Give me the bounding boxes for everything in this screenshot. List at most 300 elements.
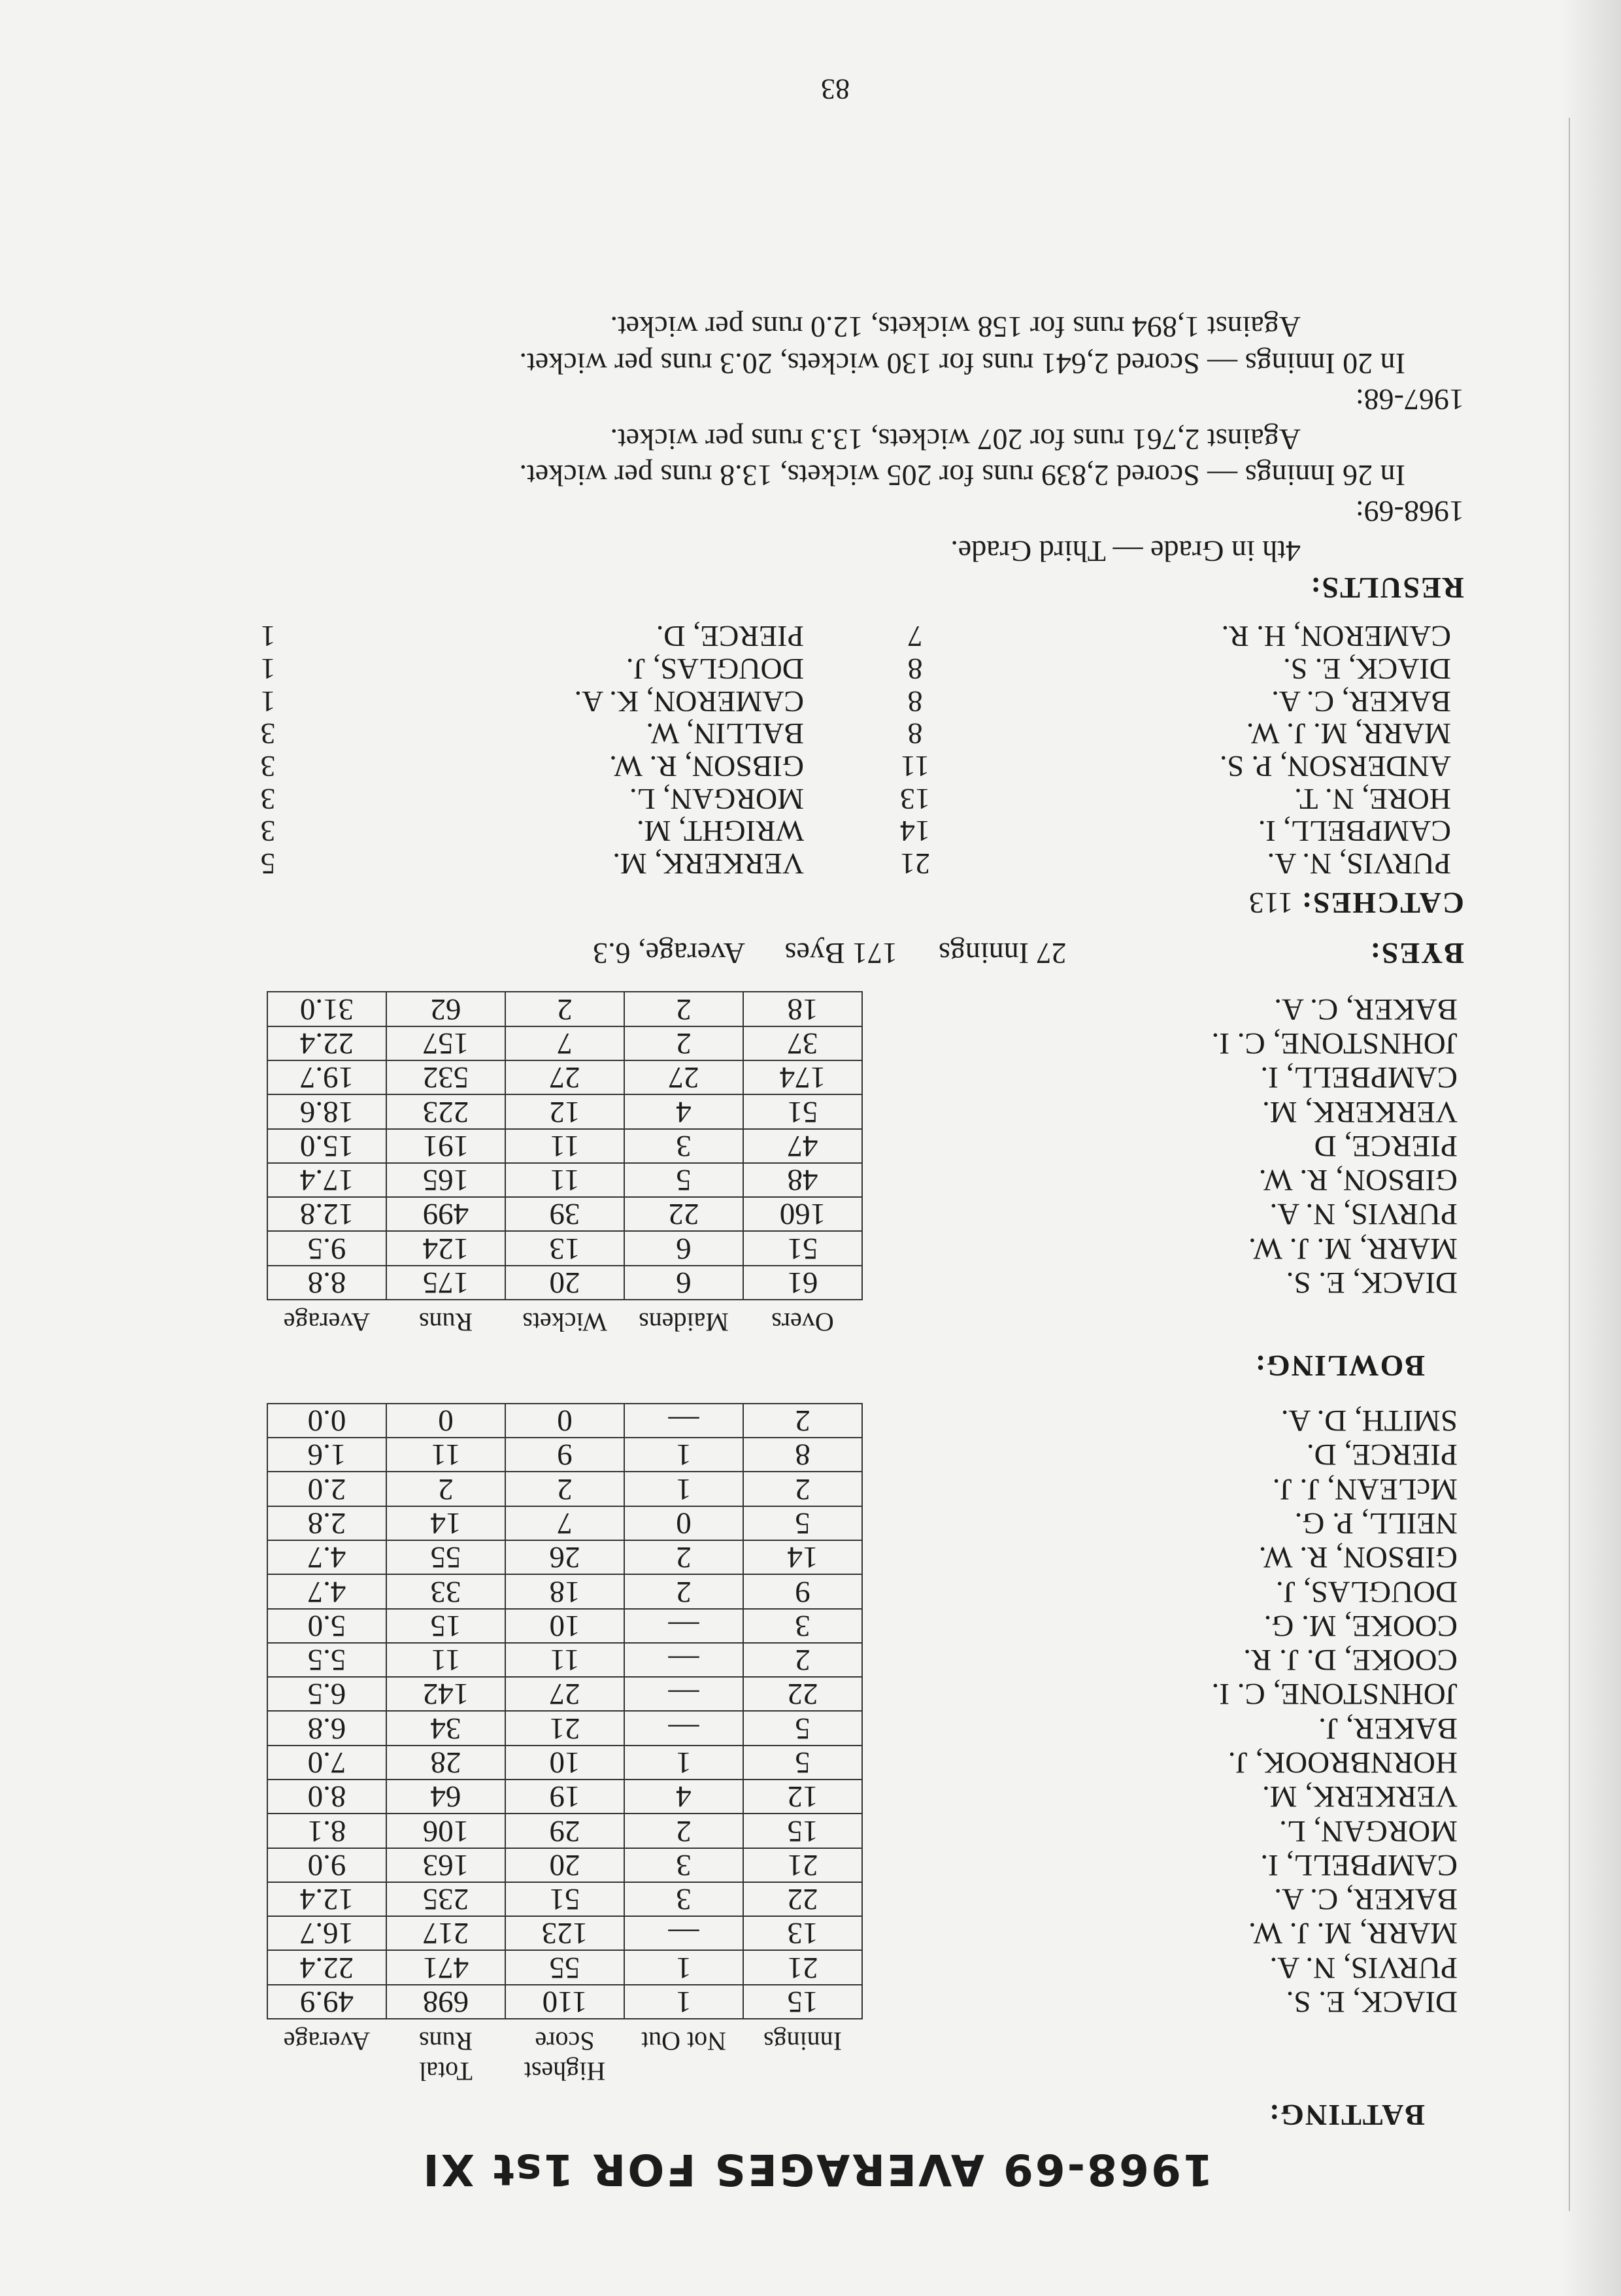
bowling-runs: 62 — [386, 992, 505, 1026]
player-name-cell — [862, 1197, 1464, 1231]
player-name-cell — [862, 1848, 1464, 1882]
bowling-overs: 51 — [743, 1231, 862, 1265]
catch-count: 1 — [260, 620, 276, 654]
catch-count: 1 — [260, 684, 276, 718]
batting-highest: 55 — [505, 1950, 624, 1984]
player-name-cell — [862, 1231, 1464, 1265]
batting-row — [267, 1950, 1464, 1984]
batting-runs: 163 — [386, 1848, 505, 1882]
bowling-row — [267, 1266, 1464, 1300]
batting-average: 9.0 — [267, 1848, 386, 1882]
batting-average: 0.0 — [267, 1404, 386, 1438]
batting-innings: 15 — [743, 1814, 862, 1848]
scan-shadow — [1562, 0, 1621, 2296]
batting-innings: 2 — [743, 1472, 862, 1506]
catch-player-name: CAMPBELL, I. — [1258, 815, 1451, 849]
batting-runs: 471 — [386, 1950, 505, 1984]
player-name: DOUGLAS, J. — [1275, 1574, 1458, 1609]
batting-heading: BATTING: — [1267, 2099, 1425, 2132]
bowling-overs: 48 — [743, 1163, 862, 1197]
catches-right-column — [170, 620, 817, 880]
catches-line — [170, 885, 1464, 921]
player-name: BAKER, J. — [1318, 1711, 1458, 1746]
player-name-cell — [862, 1438, 1464, 1472]
catch-row — [170, 750, 817, 783]
batting-average: 4.7 — [267, 1574, 386, 1608]
season-scored: In 20 Innings — Scored 2,641 runs for 130 wickets, 20.3 runs per wicket. — [519, 346, 1405, 380]
batting-not-out: 1 — [624, 1472, 743, 1506]
batting-highest: 21 — [505, 1711, 624, 1745]
bowling-average: 19.7 — [267, 1060, 386, 1094]
player-name: BAKER, C. A. — [1274, 992, 1458, 1026]
player-name: GIBSON, R. W. — [1258, 1540, 1458, 1575]
batting-average: 6.8 — [267, 1711, 386, 1745]
batting-average: 2.0 — [267, 1472, 386, 1506]
catch-row — [817, 815, 1464, 848]
batting-highest: 27 — [505, 1677, 624, 1711]
batting-average: 5.0 — [267, 1609, 386, 1643]
player-name: PURVIS, N. A. — [1269, 1950, 1458, 1985]
batting-col-runs: Total Runs — [418, 2027, 473, 2086]
season-label: 1968-69: — [1355, 495, 1464, 529]
batting-runs: 14 — [386, 1506, 505, 1540]
batting-runs: 106 — [386, 1814, 505, 1848]
batting-row — [267, 1780, 1464, 1814]
player-name-cell — [862, 1746, 1464, 1780]
page-content — [170, 309, 1464, 2195]
batting-not-out: — — [624, 1677, 743, 1711]
catch-count: 1 — [260, 652, 276, 686]
page-number: 83 — [821, 73, 850, 105]
batting-innings: 21 — [743, 1848, 862, 1882]
batting-innings: 2 — [743, 1404, 862, 1438]
batting-highest: 10 — [505, 1609, 624, 1643]
bowling-table — [267, 991, 1464, 1337]
batting-not-out: 2 — [624, 1814, 743, 1848]
results-heading: RESULTS: — [1309, 571, 1464, 605]
batting-not-out: 1 — [624, 1985, 743, 2019]
batting-average: 22.4 — [267, 1950, 386, 1984]
bowling-row — [267, 1094, 1464, 1128]
catch-count: 3 — [260, 750, 276, 784]
bowling-row — [267, 1060, 1464, 1094]
catches-left-column — [817, 620, 1464, 880]
batting-runs: 55 — [386, 1540, 505, 1574]
catch-count: 21 — [900, 847, 930, 881]
bowling-average: 8.8 — [267, 1266, 386, 1300]
batting-row — [267, 1404, 1464, 1438]
batting-runs: 28 — [386, 1746, 505, 1780]
results-grade: 4th in Grade — Third Grade. — [950, 535, 1301, 569]
results-line — [170, 569, 1464, 605]
bowling-maidens: 3 — [624, 1129, 743, 1163]
player-name-cell — [862, 1711, 1464, 1745]
bowling-row — [267, 1163, 1464, 1197]
player-name: PURVIS, N. A. — [1269, 1197, 1458, 1232]
batting-row — [267, 1711, 1464, 1745]
batting-average: 5.5 — [267, 1643, 386, 1677]
bowling-row — [267, 1197, 1464, 1231]
bowling-overs: 51 — [743, 1094, 862, 1128]
batting-average: 7.0 — [267, 1746, 386, 1780]
catch-count: 7 — [907, 620, 923, 654]
batting-average: 4.7 — [267, 1540, 386, 1574]
bowling-maidens: 5 — [624, 1163, 743, 1197]
batting-highest: 9 — [505, 1438, 624, 1472]
bowling-wickets: 13 — [505, 1231, 624, 1265]
catch-count: 3 — [260, 717, 276, 751]
catch-player-name: DOUGLAS, J. — [626, 652, 804, 686]
batting-not-out: 1 — [624, 1438, 743, 1472]
bowling-overs: 174 — [743, 1060, 862, 1094]
catch-count: 8 — [907, 717, 923, 751]
batting-innings: 22 — [743, 1882, 862, 1916]
batting-innings: 12 — [743, 1780, 862, 1814]
bowling-overs: 61 — [743, 1266, 862, 1300]
catch-row — [817, 783, 1464, 815]
bowling-average: 18.6 — [267, 1094, 386, 1128]
player-name-cell — [862, 1916, 1464, 1950]
batting-innings: 14 — [743, 1540, 862, 1574]
batting-not-out: — — [624, 1711, 743, 1745]
batting-row — [267, 1677, 1464, 1711]
batting-highest: 110 — [505, 1985, 624, 2019]
player-name: MARR, M. J. W. — [1248, 1231, 1458, 1266]
player-name-cell — [862, 1129, 1464, 1163]
bowling-overs: 47 — [743, 1129, 862, 1163]
bowling-overs: 18 — [743, 992, 862, 1026]
catch-player-name: HORE, N. T. — [1294, 782, 1451, 816]
batting-runs: 142 — [386, 1677, 505, 1711]
player-name: VERKERK, M. — [1262, 1094, 1458, 1129]
player-name-cell — [862, 1404, 1464, 1438]
batting-innings: 5 — [743, 1506, 862, 1540]
player-name: JOHNSTONE, C. I. — [1211, 1677, 1458, 1712]
batting-innings: 15 — [743, 1985, 862, 2019]
batting-col-highest: Highest Score — [524, 2027, 606, 2086]
batting-runs: 11 — [386, 1643, 505, 1677]
bowling-runs: 175 — [386, 1266, 505, 1300]
batting-highest: 2 — [505, 1472, 624, 1506]
player-name: MARR, M. J. W. — [1248, 1916, 1458, 1951]
bowling-col-average: Average — [283, 1307, 371, 1337]
batting-highest: 19 — [505, 1780, 624, 1814]
player-name: SMITH, D. A. — [1280, 1404, 1458, 1438]
batting-innings: 8 — [743, 1438, 862, 1472]
bowling-runs: 165 — [386, 1163, 505, 1197]
batting-innings: 5 — [743, 1746, 862, 1780]
player-name: DIACK, E. S. — [1286, 1985, 1458, 2019]
bowling-maidens: 4 — [624, 1094, 743, 1128]
batting-average: 8.0 — [267, 1780, 386, 1814]
player-name: COOKE, M. G. — [1263, 1608, 1458, 1643]
player-name-cell — [862, 1540, 1464, 1574]
batting-header-row — [267, 2019, 1464, 2086]
catch-row — [170, 652, 817, 685]
catch-row — [817, 847, 1464, 880]
batting-average: 6.5 — [267, 1677, 386, 1711]
bowling-wickets: 20 — [505, 1266, 624, 1300]
batting-row — [267, 1848, 1464, 1882]
bowling-runs: 157 — [386, 1026, 505, 1060]
bowling-maidens: 6 — [624, 1231, 743, 1265]
season-against: Against 2,761 runs for 207 wickets, 13.3 runs per wicket. — [610, 422, 1301, 456]
season-label: 1967-68: — [1355, 382, 1464, 416]
player-name: PIERCE, D — [1314, 1128, 1458, 1163]
bowling-runs: 499 — [386, 1197, 505, 1231]
batting-row — [267, 1574, 1464, 1608]
batting-innings: 2 — [743, 1643, 862, 1677]
catch-player-name: VERKERK, M. — [612, 847, 804, 881]
batting-innings: 5 — [743, 1711, 862, 1745]
batting-highest: 0 — [505, 1404, 624, 1438]
byes-innings: 27 Innings — [939, 937, 1067, 971]
catch-row — [817, 652, 1464, 685]
batting-not-out: — — [624, 1643, 743, 1677]
catch-count: 14 — [900, 815, 930, 849]
batting-innings: 3 — [743, 1609, 862, 1643]
batting-not-out: 1 — [624, 1746, 743, 1780]
player-name-cell — [862, 1780, 1464, 1814]
player-name-cell — [862, 1985, 1464, 2019]
catch-player-name: PIERCE, D. — [656, 620, 804, 654]
catch-player-name: PURVIS, N. A. — [1267, 847, 1451, 881]
batting-not-out: 2 — [624, 1574, 743, 1608]
player-name-cell — [862, 1094, 1464, 1128]
bowling-wickets: 2 — [505, 992, 624, 1026]
batting-average: 8.1 — [267, 1814, 386, 1848]
bowling-maidens: 22 — [624, 1197, 743, 1231]
batting-row — [267, 1746, 1464, 1780]
batting-highest: 51 — [505, 1882, 624, 1916]
batting-row — [267, 1609, 1464, 1643]
catch-player-name: GIBSON, R. W. — [609, 750, 804, 784]
batting-highest: 11 — [505, 1643, 624, 1677]
bowling-overs: 160 — [743, 1197, 862, 1231]
batting-row — [267, 1472, 1464, 1506]
batting-not-out: 3 — [624, 1882, 743, 1916]
bowling-maidens: 27 — [624, 1060, 743, 1094]
catch-player-name: MORGAN, L. — [629, 782, 804, 816]
batting-average: 49.9 — [267, 1985, 386, 2019]
batting-runs: 64 — [386, 1780, 505, 1814]
batting-innings: 13 — [743, 1916, 862, 1950]
batting-average: 16.7 — [267, 1916, 386, 1950]
player-name-cell — [862, 1060, 1464, 1094]
batting-row — [267, 1882, 1464, 1916]
player-name: MORGAN, L. — [1279, 1814, 1458, 1848]
bowling-maidens: 2 — [624, 992, 743, 1026]
catch-count: 3 — [260, 815, 276, 849]
batting-average: 2.8 — [267, 1506, 386, 1540]
player-name: NEILL, P. G. — [1294, 1506, 1458, 1541]
bowling-row — [267, 1129, 1464, 1163]
byes-heading: BYES: — [1369, 937, 1464, 971]
batting-row — [267, 1985, 1464, 2019]
player-name: JOHNSTONE, C. I. — [1211, 1026, 1458, 1060]
batting-highest: 123 — [505, 1916, 624, 1950]
player-name-cell — [862, 1266, 1464, 1300]
bowling-average: 22.4 — [267, 1026, 386, 1060]
batting-runs: 11 — [386, 1438, 505, 1472]
batting-highest: 7 — [505, 1506, 624, 1540]
batting-row — [267, 1438, 1464, 1472]
player-name: McLEAN, J. J. — [1272, 1472, 1458, 1506]
bowling-col-wickets: Wickets — [522, 1307, 607, 1337]
season-against: Against 1,894 runs for 158 wickets, 12.0 runs per wicket. — [610, 311, 1301, 345]
player-name-cell — [862, 1609, 1464, 1643]
bowling-wickets: 39 — [505, 1197, 624, 1231]
bowling-col-overs: Overs — [771, 1307, 834, 1337]
batting-runs: 698 — [386, 1985, 505, 2019]
bowling-runs: 223 — [386, 1094, 505, 1128]
batting-not-out: 3 — [624, 1848, 743, 1882]
catch-row — [170, 620, 817, 653]
catch-row — [817, 718, 1464, 751]
player-name: VERKERK, M. — [1262, 1780, 1458, 1814]
bowling-wickets: 11 — [505, 1129, 624, 1163]
batting-runs: 33 — [386, 1574, 505, 1608]
batting-highest: 26 — [505, 1540, 624, 1574]
player-name-cell — [862, 1814, 1464, 1848]
batting-highest: 20 — [505, 1848, 624, 1882]
catch-row — [817, 750, 1464, 783]
batting-innings: 9 — [743, 1574, 862, 1608]
batting-highest: 10 — [505, 1746, 624, 1780]
bowling-maidens: 6 — [624, 1266, 743, 1300]
batting-not-out: 4 — [624, 1780, 743, 1814]
byes-count: 171 Byes — [784, 937, 898, 971]
batting-not-out: — — [624, 1916, 743, 1950]
bowling-average: 15.0 — [267, 1129, 386, 1163]
batting-col-innings: Innings — [763, 2027, 842, 2056]
catch-count: 3 — [260, 782, 276, 816]
bowling-header-row — [267, 1300, 1464, 1337]
season-1968-69 — [170, 422, 1464, 530]
batting-row — [267, 1916, 1464, 1950]
catch-player-name: DIACK, E. S. — [1283, 652, 1451, 686]
player-name-cell — [862, 1472, 1464, 1506]
bowling-row — [267, 992, 1464, 1026]
bowling-runs: 191 — [386, 1129, 505, 1163]
catch-count: 8 — [907, 684, 923, 718]
catch-count: 8 — [907, 652, 923, 686]
batting-row — [267, 1540, 1464, 1574]
batting-not-out: 2 — [624, 1540, 743, 1574]
catch-row — [170, 685, 817, 718]
bowling-average: 31.0 — [267, 992, 386, 1026]
player-name-cell — [862, 1950, 1464, 1984]
catch-row — [170, 718, 817, 751]
bowling-maidens: 2 — [624, 1026, 743, 1060]
batting-runs: 2 — [386, 1472, 505, 1506]
bowling-average: 17.4 — [267, 1163, 386, 1197]
batting-rows — [267, 1404, 1464, 2019]
player-name-cell — [862, 1506, 1464, 1540]
catch-player-name: BALLIN, W. — [646, 717, 804, 751]
player-name: PIERCE, D. — [1306, 1438, 1458, 1472]
catch-player-name: ANDERSON, P. S. — [1219, 750, 1451, 784]
player-name-cell — [862, 1643, 1464, 1677]
batting-average: 1.6 — [267, 1438, 386, 1472]
catch-player-name: MARR, M. J. W. — [1246, 717, 1451, 751]
bowling-wickets: 11 — [505, 1163, 624, 1197]
catch-player-name: WRIGHT, M. — [637, 815, 804, 849]
catches-total: 113 — [1248, 886, 1294, 920]
player-name: COOKE, D. J. R. — [1243, 1643, 1458, 1678]
catch-row — [170, 847, 817, 880]
bowling-col-runs: Runs — [418, 1307, 473, 1337]
batting-innings: 22 — [743, 1677, 862, 1711]
season-scored: In 26 Innings — Scored 2,839 runs for 205 wickets, 13.8 runs per wicket. — [519, 459, 1405, 493]
catch-row — [170, 815, 817, 848]
catch-count: 11 — [900, 750, 930, 784]
batting-row — [267, 1814, 1464, 1848]
page-title: 1968-69 AVERAGES FOR 1st XI — [421, 2144, 1213, 2195]
catch-count: 13 — [900, 782, 930, 816]
batting-runs: 217 — [386, 1916, 505, 1950]
batting-highest: 18 — [505, 1574, 624, 1608]
player-name: CAMPBELL, I. — [1260, 1848, 1458, 1882]
batting-row — [267, 1506, 1464, 1540]
bowling-runs: 124 — [386, 1231, 505, 1265]
catch-row — [817, 620, 1464, 653]
bowling-overs: 37 — [743, 1026, 862, 1060]
byes-average: Average, 6.3 — [593, 937, 746, 971]
batting-row — [267, 1643, 1464, 1677]
player-name: GIBSON, R. W. — [1258, 1163, 1458, 1198]
batting-runs: 34 — [386, 1711, 505, 1745]
player-name: BAKER, C. A. — [1274, 1882, 1458, 1917]
results-section — [170, 309, 1464, 606]
catch-row — [170, 783, 817, 815]
bowling-wickets: 7 — [505, 1026, 624, 1060]
bowling-row — [267, 1026, 1464, 1060]
catch-count: 5 — [260, 847, 276, 881]
player-name: CAMPBELL, I. — [1260, 1060, 1458, 1095]
catch-row — [817, 685, 1464, 718]
batting-not-out: — — [624, 1404, 743, 1438]
season-1967-68 — [170, 309, 1464, 418]
bowling-average: 9.5 — [267, 1231, 386, 1265]
catch-player-name: BAKER, C. A. — [1271, 684, 1451, 718]
catch-player-name: CAMERON, H. R. — [1221, 620, 1451, 654]
batting-average: 12.4 — [267, 1882, 386, 1916]
batting-innings: 21 — [743, 1950, 862, 1984]
catches-heading: CATCHES: — [1300, 886, 1464, 920]
batting-col-average: Average — [283, 2027, 371, 2056]
bowling-wickets: 27 — [505, 1060, 624, 1094]
bowling-average: 12.8 — [267, 1197, 386, 1231]
batting-not-out: — — [624, 1609, 743, 1643]
player-name-cell — [862, 1026, 1464, 1060]
batting-runs: 15 — [386, 1609, 505, 1643]
player-name-cell — [862, 1574, 1464, 1608]
batting-runs: 235 — [386, 1882, 505, 1916]
binding-edge-line — [1569, 118, 1570, 2211]
batting-not-out: 0 — [624, 1506, 743, 1540]
player-name-cell — [862, 1163, 1464, 1197]
batting-not-out: 1 — [624, 1950, 743, 1984]
player-name: HORNBROOK, J. — [1228, 1746, 1458, 1780]
catch-player-name: CAMERON, K. A. — [574, 684, 804, 718]
byes-line — [170, 936, 1464, 971]
bowling-col-maidens: Maidens — [639, 1307, 729, 1337]
bowling-wickets: 12 — [505, 1094, 624, 1128]
batting-table — [267, 1403, 1464, 2086]
batting-col-not-out: Not Out — [641, 2027, 726, 2056]
player-name-cell — [862, 992, 1464, 1026]
